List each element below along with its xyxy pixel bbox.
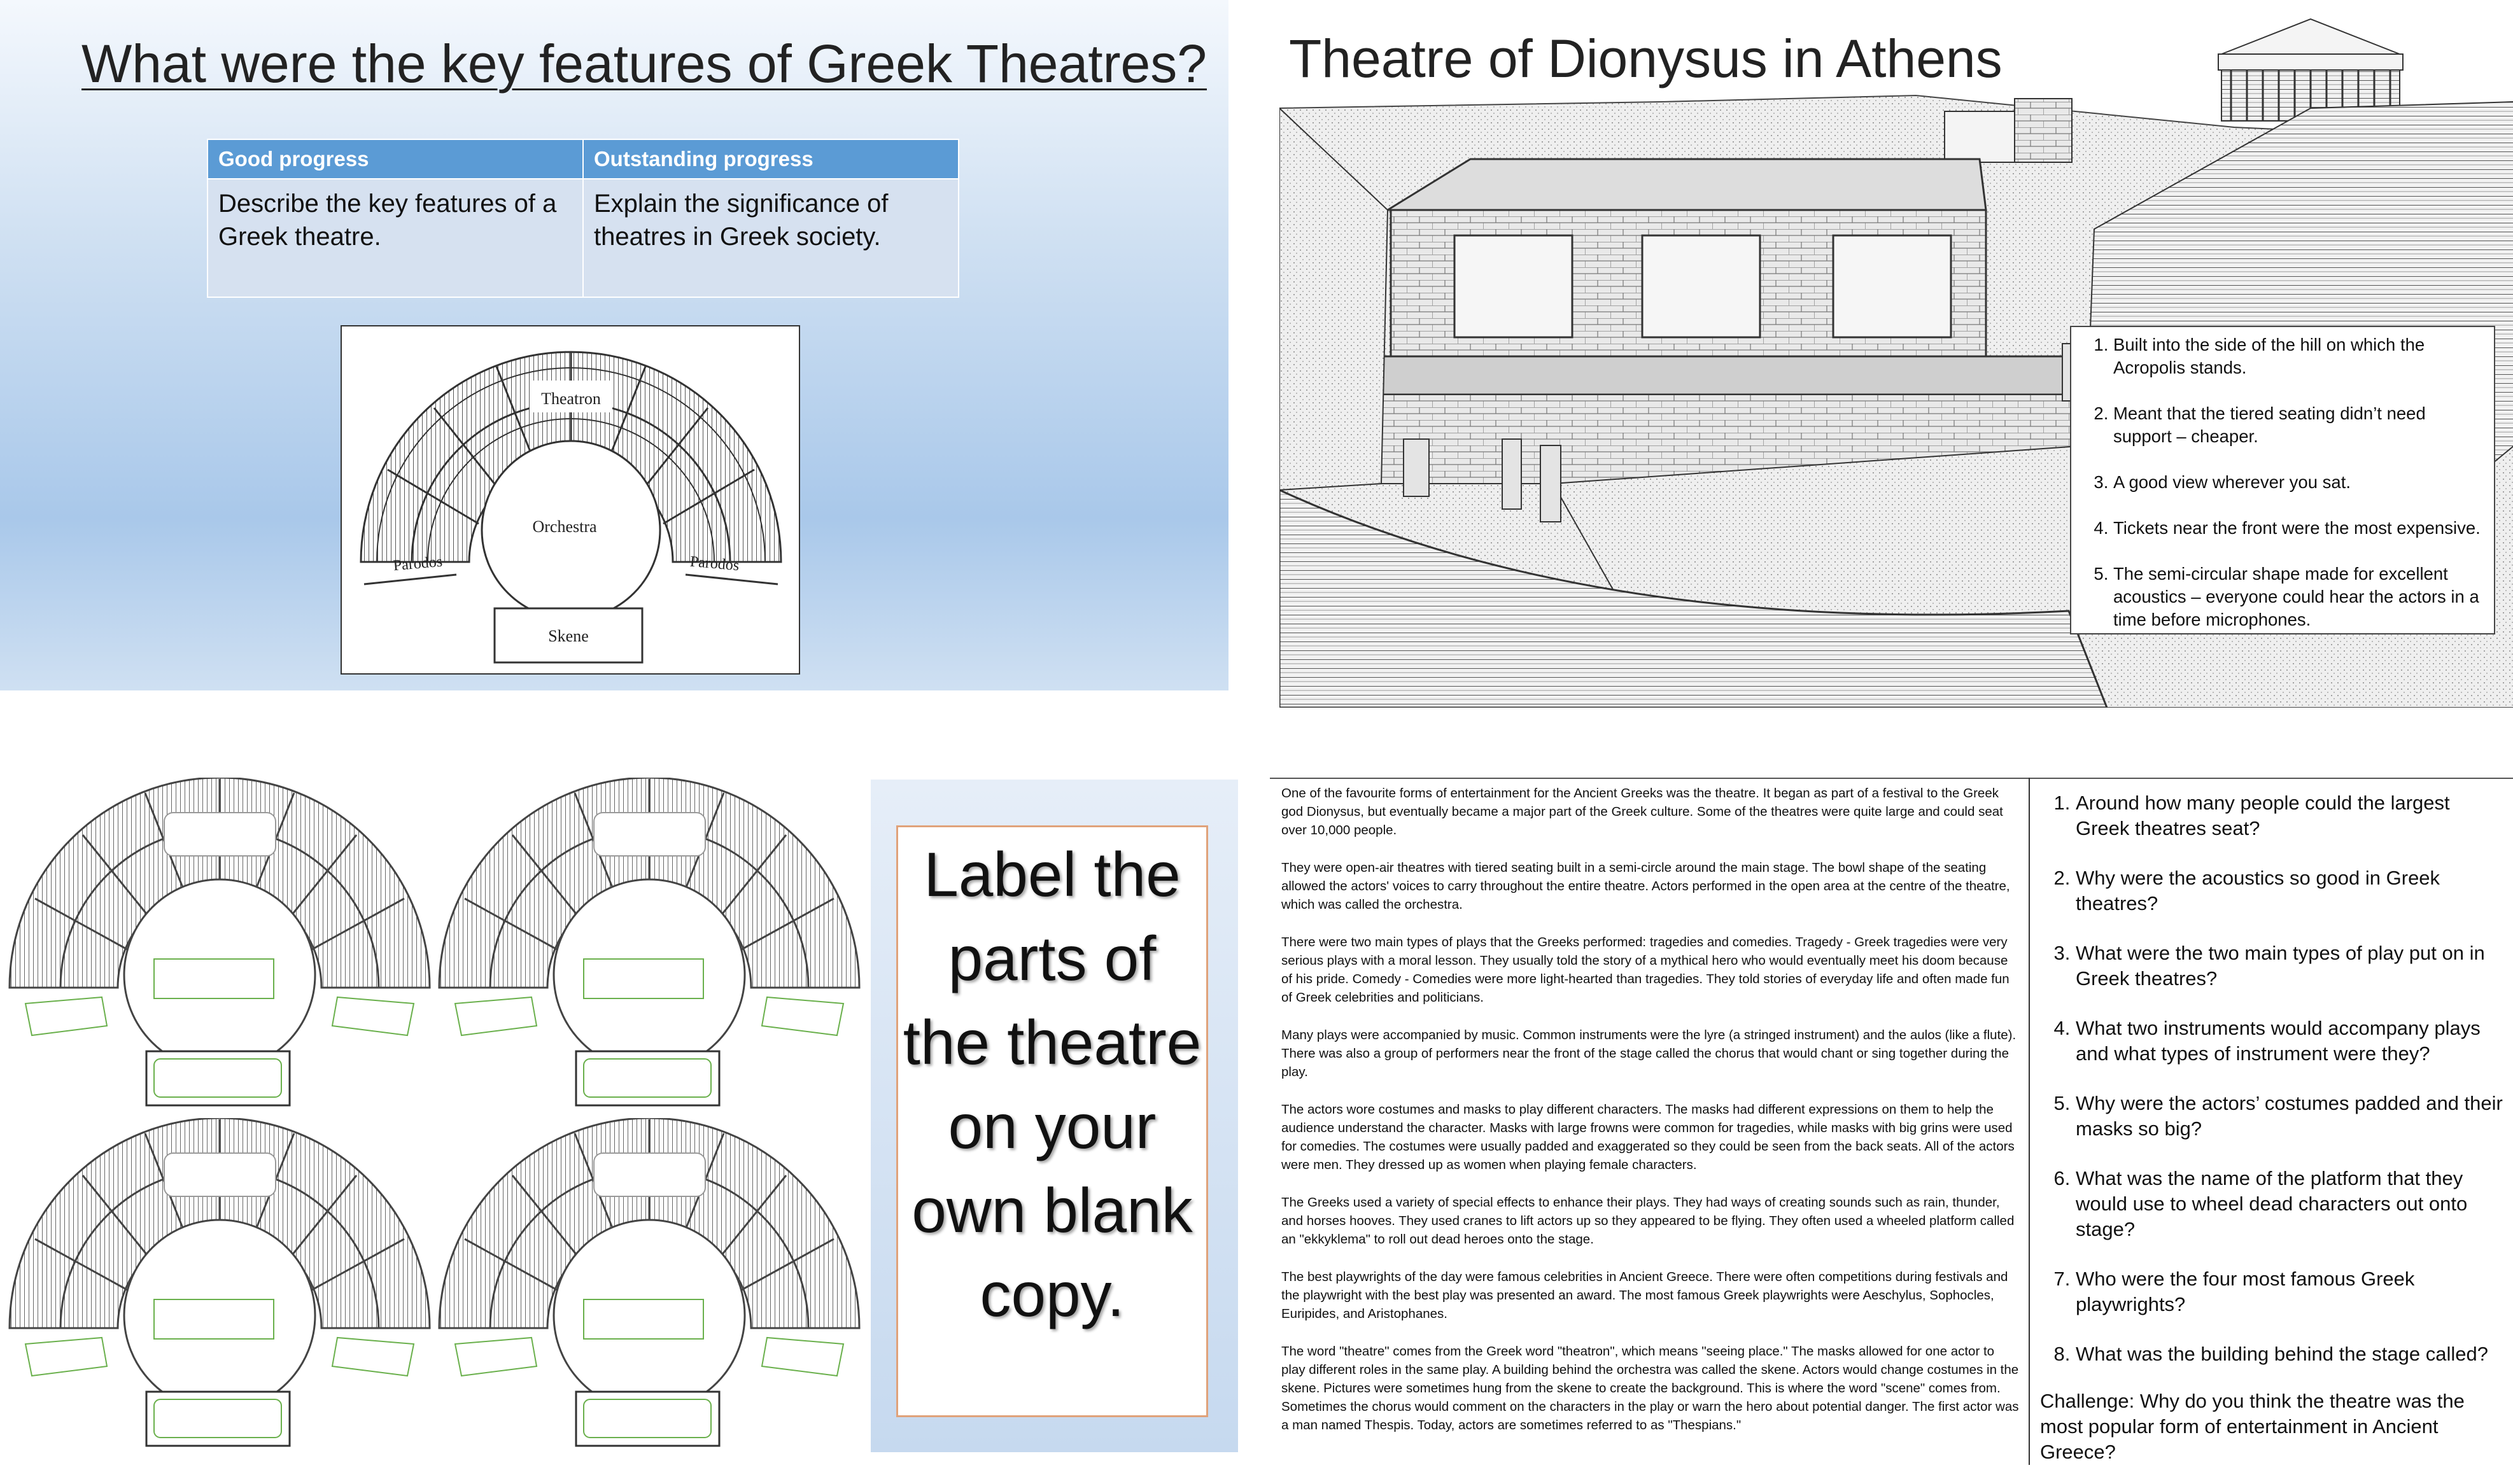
header-good-progress: Good progress [208, 139, 583, 179]
question-item: 7. Who were the four most famous Greek playwrights? [2076, 1266, 2508, 1317]
fact-item: 1. Built into the side of the hill on which the Acropolis stands. [2113, 333, 2485, 379]
reading-paragraph: The best playwrights of the day were famous celebrities in Ancient Greece. There were often competitions during festivals and the playwright with the best play was presented an award. The most famous Greek playwrights were Aeschylus, Sophocles, Euripides, and Aristophanes. [1281, 1270, 2008, 1321]
reading-paragraph: They were open-air theatres with tiered seating built in a semi-circle around the main stage. The bowl shape of the seating allowed the actors' voices to carry throughout the entire theatre. Actors performed in the open area at the centre of the theatre, which was called the orchestra. [1281, 860, 2010, 912]
plan-label-theatron: Theatron [541, 389, 601, 408]
reading-paragraph: The word "theatre" comes from the Greek word "theatron", which means "seeing place." The masks allowed for one actor to play different roles in the same play. A building behind the orchestra was called the skene. Actors would change costumes in the skene. Pictures were sometimes hung from the skene to create the background. This is where the word "scene" comes from. Sometimes the chorus would comment on the characters in the play or warn the hero about potential danger. The first actor was a man named Thespis. Today, actors are sometimes referred to as "Thespians." [1281, 1344, 2019, 1432]
header-outstanding-progress: Outstanding progress [583, 139, 959, 179]
fact-item: 2. Meant that the tiered seating didn’t need support – cheaper. [2113, 402, 2485, 448]
question-item: 5. Why were the actors’ costumes padded and their masks so big? [2076, 1091, 2508, 1142]
slide-reading-questions [1270, 778, 2513, 1465]
fact-item: 5. The semi-circular shape made for excellent acoustics – everyone could hear the actors in a time before microphones. [2113, 563, 2485, 631]
slide1-title: What were the key features of Greek Theatres? [81, 34, 1207, 94]
question-item: 2. Why were the acoustics so good in Greek theatres? [2076, 865, 2508, 916]
instruction-card: Label the parts of the theatre on your own blank copy. [896, 825, 1208, 1417]
slide-label-task [0, 778, 1241, 1452]
slide2-title: Theatre of Dionysus in Athens [1289, 29, 2003, 88]
theatre-plan-diagram [341, 325, 800, 675]
cell-outstanding-progress: Explain the significance of theatres in Greek society. [583, 179, 959, 297]
reading-paragraph: Many plays were accompanied by music. Common instruments were the lyre (a stringed instrument) and the aulos (like a flute). There was also a group of performers near the front of the stage called the chorus that would chant or sing together during the play. [1281, 1028, 2017, 1079]
reading-text [1281, 784, 2020, 1453]
reading-paragraph: The Greeks used a variety of special effects to enhance their plays. They had ways of creating sounds such as rain, thunder, and horses hooves. They used cranes to lift actors up so they appeared to be flying. They often used a wheeled platform called an "ekkyklema" to roll out dead heroes onto the stage. [1281, 1195, 2015, 1247]
reading-paragraph: The actors wore costumes and masks to play different characters. The masks had different expressions on them to help the audience understand the character. Masks with large frowns were common for tragedies, while masks with big grins were used for comedies. The costumes were usually padded and exaggerated so they could be seen from the back seats. All of the actors were men. They dressed up as women when playing female characters. [1281, 1102, 2015, 1172]
plan-label-orchestra: Orchestra [532, 517, 597, 536]
question-item: 3. What were the two main types of play put on in Greek theatres? [2076, 941, 2508, 991]
fact-item: 3. A good view wherever you sat. [2113, 471, 2485, 494]
blank-theatre-plan [6, 1118, 433, 1449]
reading-paragraph: There were two main types of plays that the Greeks performed: tragedies and comedies. Tragedy - Greek tragedies were very serious plays with a moral lesson. They usually told the story of a mythical hero who would eventually meet his doom because of his pride. Comedy - Comedies were more light-hearted than tragedies. They told stories of everyday life and often made fun of Greek celebrities and politicians. [1281, 935, 2010, 1005]
plan-label-skene: Skene [548, 627, 589, 645]
fact-item: 4. Tickets near the front were the most expensive. [2113, 517, 2485, 540]
slide-key-features [0, 0, 1228, 690]
blank-theatre-plan [6, 778, 433, 1109]
question-item: 8. What was the building behind the stage called? [2076, 1341, 2508, 1367]
questions-column [2040, 790, 2508, 1465]
plan-label-parodos-left: Parodos [392, 553, 444, 575]
column-divider [2029, 778, 2030, 1465]
blank-theatre-plan [436, 1118, 862, 1449]
slide-theatre-of-dionysus [1270, 0, 2513, 708]
facts-box [2070, 326, 2495, 634]
blank-theatre-plan [436, 778, 862, 1109]
plan-label-parodos-right: Parodos [689, 553, 740, 575]
cell-good-progress: Describe the key features of a Greek theatre. [208, 179, 583, 297]
question-item: 1. Around how many people could the largest Greek theatres seat? [2076, 790, 2508, 841]
top-rule [1270, 778, 2513, 779]
reading-paragraph: One of the favourite forms of entertainment for the Ancient Greeks was the theatre. It began as part of a festival to the Greek god Dionysus, but eventually became a major part of the Greek culture. Some of the theatres were quite large and could seat over 10,000 people. [1281, 786, 2003, 837]
question-item: 6. What was the name of the platform that they would use to wheel dead characters out onto stage? [2076, 1166, 2508, 1242]
progress-table [207, 139, 959, 298]
question-item: 4. What two instruments would accompany plays and what types of instrument were they? [2076, 1016, 2508, 1067]
challenge-question: Challenge: Why do you think the theatre was the most popular form of entertainment in Ancient Greece? [2040, 1390, 2465, 1463]
